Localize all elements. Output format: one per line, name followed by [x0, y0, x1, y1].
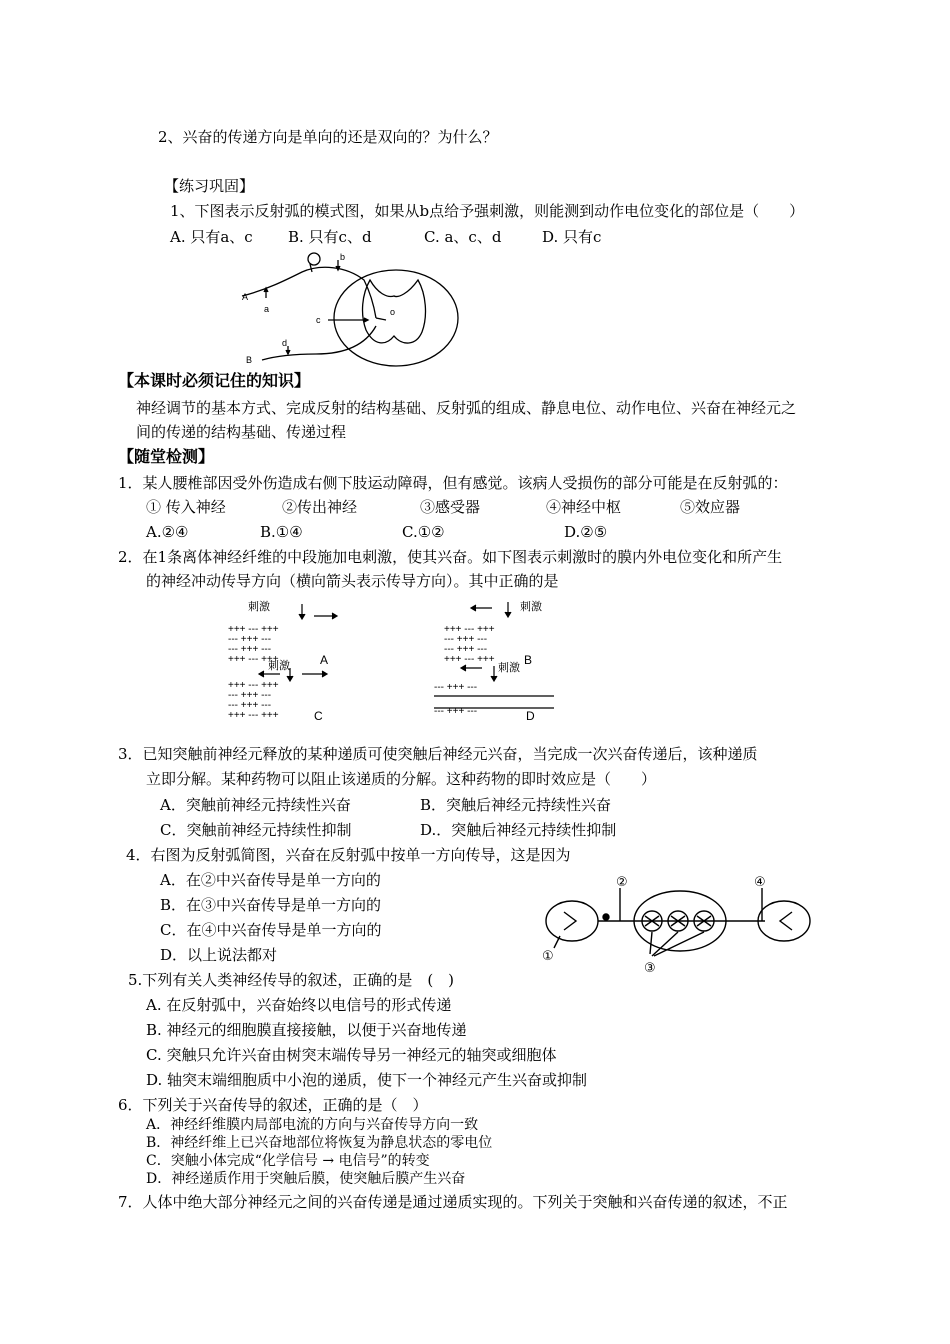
- membrane-potential-figure: [224, 598, 574, 724]
- svg-text:+++ --- +++: +++ --- +++: [228, 654, 279, 665]
- fig-label-b: b: [340, 252, 346, 262]
- svg-text:--- +++ ---: --- +++ ---: [228, 644, 272, 655]
- svg-text:+++ --- +++: +++ --- +++: [444, 624, 495, 635]
- panel-b-stim: 刺激: [520, 601, 542, 613]
- memory-line-1: 神经调节的基本方式、完成反射的结构基础、反射弧的组成、静息电位、动作电位、兴奋在神经元之: [136, 399, 797, 417]
- svg-text:--- +++ ---: --- +++ ---: [228, 634, 272, 645]
- svg-text:+++ --- +++: +++ --- +++: [228, 680, 279, 691]
- spinal-cord-outline: [334, 270, 458, 366]
- fig-label-3: ③: [644, 960, 656, 975]
- test-q4-stem: 4．右图为反射弧简图，兴奋在反射弧中按单一方向传导，这是因为: [126, 846, 571, 864]
- item-2: ②传出神经: [282, 498, 358, 516]
- fig-label-1: ①: [542, 948, 554, 963]
- fig-label-c: c: [316, 315, 321, 325]
- test-q3-options-row1: [160, 795, 611, 815]
- test-q4-option-d: D．以上说法都对: [160, 946, 278, 964]
- option-d: D.②⑤: [564, 523, 608, 541]
- svg-text:--- +++ ---: --- +++ ---: [228, 700, 272, 711]
- test-q6-option-c: C．突触小体完成“化学信号 → 电信号”的转变: [146, 1153, 430, 1169]
- option-a: A．突触前神经元持续性兴奋: [160, 796, 351, 814]
- item-4: ④神经中枢: [546, 498, 622, 516]
- option-c: C.①②: [402, 523, 445, 541]
- receptor-loop: [308, 253, 320, 265]
- panel-d-label: D: [526, 709, 535, 723]
- test-q3-options-row2: [160, 820, 616, 840]
- svg-text:+++ --- +++: +++ --- +++: [228, 710, 279, 721]
- option-c: C．突触前神经元持续性抑制: [160, 821, 352, 839]
- efferent-nerve: [262, 326, 376, 360]
- item-5: ⑤效应器: [680, 498, 741, 516]
- afferent-nerve: [242, 267, 376, 318]
- test-q3-line-1: 3．已知突触前神经元释放的某种递质可使突触后神经元兴奋，当完成一次兴奋传递后，该种递质: [118, 745, 758, 763]
- simple-reflex-arc-figure: [540, 876, 815, 976]
- test-q3-line-2: 立即分解。某种药物可以阻止该递质的分解。这种药物的即时效应是（ ）: [146, 770, 657, 788]
- panel-c-label: C: [314, 709, 323, 723]
- fig-label-a: a: [264, 304, 270, 314]
- option-d: D. 只有c: [542, 228, 602, 246]
- test-q5-option-c: C. 突触只允许兴奋由树突末端传导另一神经元的轴突或细胞体: [146, 1046, 557, 1064]
- panel-c-stim: 刺激: [268, 660, 290, 672]
- svg-text:--- +++ ---: --- +++ ---: [444, 634, 488, 645]
- item-1: ① 传入神经: [146, 498, 226, 516]
- test-q4-option-c: C．在④中兴奋传导是单一方向的: [160, 921, 382, 939]
- panel-a-stim: 刺激: [248, 601, 270, 613]
- option-b: B．突触后神经元持续性兴奋: [420, 796, 612, 814]
- test-heading: 【随堂检测】: [118, 447, 215, 466]
- test-q6-option-a: A．神经纤维膜内局部电流的方向与兴奋传导方向一致: [146, 1117, 479, 1133]
- test-q1-stem: 1．某人腰椎部因受外伤造成右侧下肢运动障碍，但有感觉。该病人受损伤的部分可能是在反射弧的：: [118, 474, 788, 492]
- fig-label-A: A: [242, 292, 249, 302]
- fig-label-2: ②: [616, 874, 628, 889]
- practice-heading: 【练习巩固】: [164, 177, 255, 195]
- test-q2-line-1: 2．在1条离体神经纤维的中段施加电刺激，使其兴奋。如下图表示刺激时的膜内外电位变化和所产生: [118, 548, 783, 566]
- item-3: ③感受器: [420, 498, 481, 516]
- option-a: A.②④: [146, 523, 189, 541]
- test-q5-option-d: D. 轴突末端细胞质中小泡的递质，使下一个神经元产生兴奋或抑制: [146, 1071, 588, 1089]
- fig-label-o: o: [390, 307, 396, 317]
- test-q5-stem: 5.下列有关人类神经传导的叙述，正确的是 ( ): [128, 971, 455, 989]
- option-a: A. 只有a、c: [170, 228, 253, 246]
- svg-text:--- +++ ---: --- +++ ---: [434, 706, 478, 717]
- option-b: B. 只有c、d: [288, 228, 372, 246]
- test-q7-stem: 7．人体中绝大部分神经元之间的兴奋传递是通过递质实现的。下列关于突触和兴奋传递的叙述，不正: [118, 1193, 788, 1211]
- option-b: B.①④: [260, 523, 303, 541]
- svg-text:+++ --- +++: +++ --- +++: [444, 654, 495, 665]
- svg-text:+++ --- +++: +++ --- +++: [228, 624, 279, 635]
- fig-label-B: B: [246, 355, 253, 365]
- practice-question-1: 1、下图表示反射弧的模式图，如果从b点给予强刺激，则能测到动作电位变化的部位是（ ）: [170, 202, 805, 220]
- test-q1-options: [146, 522, 607, 542]
- test-q4-option-b: B．在③中兴奋传导是单一方向的: [160, 896, 382, 914]
- fig-label-d: d: [282, 338, 288, 348]
- practice-q1-options: [170, 227, 601, 247]
- test-q5-option-b: B. 神经元的细胞膜直接接触，以便于兴奋地传递: [146, 1021, 467, 1039]
- test-q6-option-d: D．神经递质作用于突触后膜，使突触后膜产生兴奋: [146, 1171, 466, 1187]
- fig-label-4: ④: [754, 874, 766, 889]
- synapse-group: [642, 911, 714, 931]
- memory-heading: 【本课时必须记住的知识】: [118, 371, 311, 390]
- receptor-ellipse: [546, 901, 598, 941]
- interneuron: [376, 318, 386, 320]
- panel-a-label: A: [320, 653, 329, 667]
- panel-d-stim: 刺激: [498, 662, 520, 674]
- question-2-top: 2、兴奋的传递方向是单向的还是双向的？为什么？: [158, 128, 498, 146]
- option-c: C. a、c、d: [424, 228, 502, 246]
- test-q6-stem: 6．下列关于兴奋传导的叙述，正确的是（ ）: [118, 1096, 428, 1114]
- panel-b-label: B: [524, 653, 533, 667]
- option-d: D.．突触后神经元持续性抑制: [420, 821, 617, 839]
- test-q1-items: [146, 497, 740, 517]
- test-q2-line-2: 的神经冲动传导方向（横向箭头表示传导方向）。其中正确的是: [146, 572, 559, 590]
- test-q6-option-b: B．神经纤维上已兴奋地部位将恢复为静息状态的零电位: [146, 1135, 493, 1151]
- effector-ellipse: [758, 901, 810, 941]
- test-q5-option-a: A. 在反射弧中，兴奋始终以电信号的形式传递: [146, 996, 452, 1014]
- svg-text:--- +++ ---: --- +++ ---: [228, 690, 272, 701]
- svg-text:--- +++ ---: --- +++ ---: [444, 644, 488, 655]
- reflex-arc-figure: [236, 250, 460, 370]
- test-q4-option-a: A．在②中兴奋传导是单一方向的: [160, 871, 381, 889]
- memory-line-2: 间的传递的结构基础、传递过程: [136, 423, 347, 441]
- svg-text:--- +++ ---: --- +++ ---: [434, 682, 478, 693]
